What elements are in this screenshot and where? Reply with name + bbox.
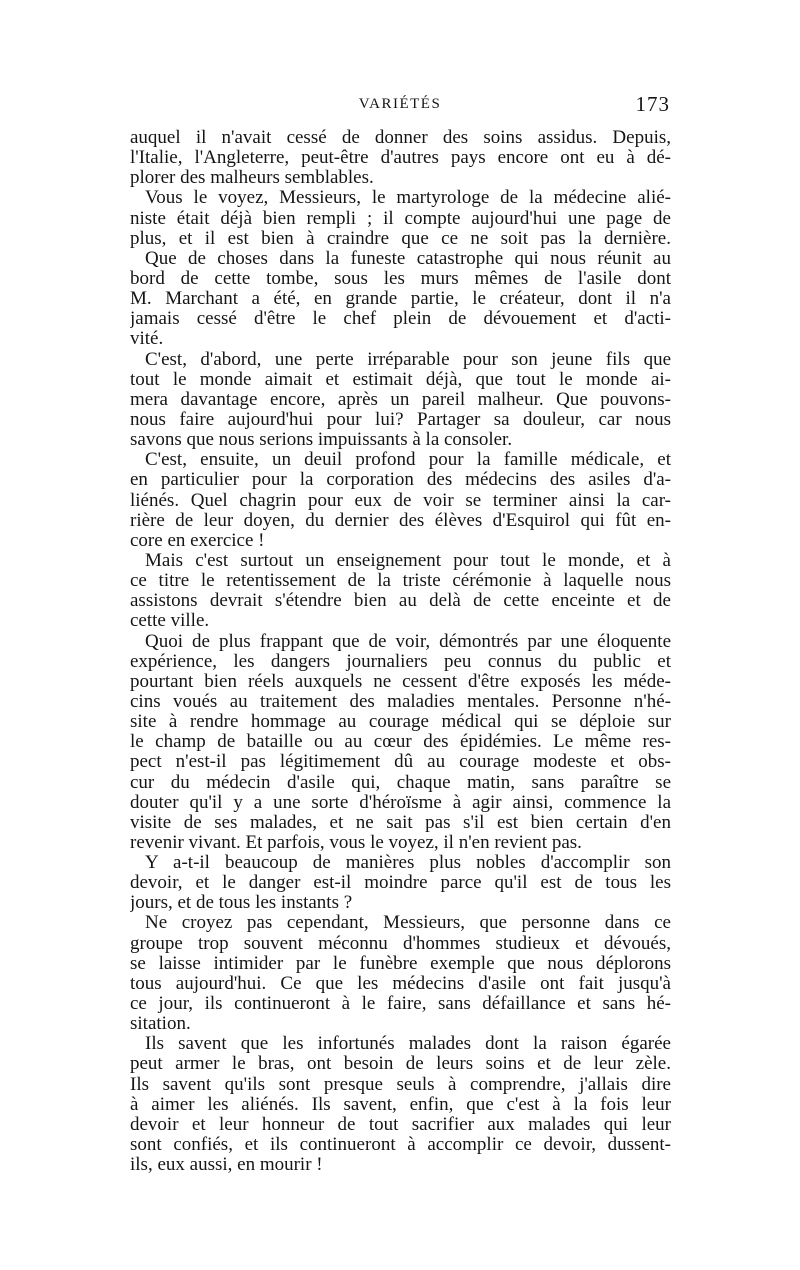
text-line: Ils savent qu'ils sont presque seuls à comprendre, j'allais dire [130, 1074, 671, 1095]
text-line: jours, et de tous les instants ? [130, 893, 353, 914]
text-line: vité. [130, 329, 164, 350]
text-line: core en exercice ! [130, 530, 265, 551]
text-line: bord de cette tombe, sous les murs mêmes de l'asile dont [130, 268, 671, 289]
text-line: sont confiés, et ils continueront à accomplir ce devoir, dussent- [130, 1135, 671, 1156]
text-line: Y a-t-il beaucoup de manières plus nobles d'accomplir son [145, 853, 671, 874]
text-line: revenir vivant. Et parfois, vous le voyez, il n'en revient pas. [130, 832, 582, 853]
text-line: site à rendre hommage au courage médical qui se déploie sur [130, 712, 671, 733]
text-line: C'est, ensuite, un deuil profond pour la famille médicale, et [145, 450, 671, 471]
text-line: niste était déjà bien rempli ; il compte aujourd'hui une page de [130, 208, 671, 229]
text-line: Mais c'est surtout un enseignement pour tout le monde, et à [145, 550, 671, 571]
text-line: expérience, les dangers journaliers peu connus du public et [130, 651, 671, 672]
text-line: plorer des malheurs semblables. [130, 168, 374, 189]
text-line: peut armer le bras, ont besoin de leurs soins et de leur zèle. [130, 1054, 671, 1075]
body-text [130, 128, 671, 1175]
page-number: 173 [635, 92, 670, 116]
text-line: tous aujourd'hui. Ce que les médecins d'asile ont fait jusqu'à [130, 973, 671, 994]
text-line: pourtant bien réels auxquels ne cessent d'être exposés les méde- [130, 671, 671, 692]
text-line: Vous le voyez, Messieurs, le martyrologe de la médecine alié- [145, 188, 671, 209]
text-line: nous faire aujourd'hui pour lui? Partager sa douleur, car nous [130, 409, 671, 430]
text-line: ce titre le retentissement de la triste cérémonie à laquelle nous [130, 571, 671, 592]
text-line: pect n'est-il pas légitimement dû au courage modeste et obs- [130, 752, 671, 773]
text-line: C'est, d'abord, une perte irréparable pour son jeune fils que [145, 349, 671, 370]
text-line: douter qu'il y a une sorte d'héroïsme à agir ainsi, commence la [130, 792, 671, 813]
text-line: M. Marchant a été, en grande partie, le créateur, dont il n'a [130, 289, 671, 310]
text-line: jamais cessé d'être le chef plein de dévouement et d'acti- [130, 309, 671, 330]
text-line: savons que nous serions impuissants à la consoler. [130, 430, 513, 451]
text-line: devoir, et le danger est-il moindre parce qu'il est de tous les [130, 873, 671, 894]
text-line: ils, eux aussi, en mourir ! [130, 1155, 323, 1176]
text-line: Que de choses dans la funeste catastrophe qui nous réunit au [145, 248, 671, 269]
text-line: en particulier pour la corporation des médecins des asiles d'a- [130, 470, 671, 491]
text-line: assistons devrait s'étendre bien au delà de cette enceinte et de [130, 591, 671, 612]
text-line: mera davantage encore, après un pareil malheur. Que pouvons- [130, 389, 671, 410]
text-line: tout le monde aimait et estimait déjà, que tout le monde ai- [130, 369, 671, 390]
text-line: rière de leur doyen, du dernier des élèves d'Esquirol qui fût en- [130, 510, 671, 531]
text-line: visite de ses malades, et ne sait pas s'il est bien certain d'en [130, 812, 671, 833]
text-line: cins voués au traitement des maladies mentales. Personne n'hé- [130, 691, 671, 712]
text-line: se laisse intimider par le funèbre exemple que nous déplorons [130, 953, 671, 974]
text-line: devoir et leur honneur de tout sacrifier aux malades qui leur [130, 1114, 671, 1135]
text-line: groupe trop souvent méconnu d'hommes studieux et dévoués, [130, 933, 671, 954]
text-line: plus, et il est bien à craindre que ce ne soit pas la dernière. [130, 228, 671, 249]
page-header [130, 92, 670, 118]
text-line: sitation. [130, 1014, 191, 1035]
text-line: liénés. Quel chagrin pour eux de voir se terminer ainsi la car- [130, 490, 671, 511]
text-line: Quoi de plus frappant que de voir, démontrés par une éloquente [145, 631, 671, 652]
running-head: VARIÉTÉS [358, 96, 442, 112]
text-line: à aimer les aliénés. Ils savent, enfin, que c'est à la fois leur [130, 1094, 671, 1115]
text-line: Ne croyez pas cependant, Messieurs, que personne dans ce [145, 913, 671, 934]
text-line: ce jour, ils continueront à le faire, sans défaillance et sans hé- [130, 994, 671, 1015]
text-line: cette ville. [130, 611, 210, 632]
text-line: l'Italie, l'Angleterre, peut-être d'autres pays encore ont eu à dé- [130, 148, 671, 169]
text-line: auquel il n'avait cessé de donner des soins assidus. Depuis, [130, 128, 671, 148]
text-line: cur du médecin d'asile qui, chaque matin, sans paraître se [130, 772, 671, 793]
text-line: Ils savent que les infortunés malades dont la raison égarée [145, 1034, 671, 1055]
text-line: le champ de bataille ou au cœur des épidémies. Le même res- [130, 732, 671, 753]
